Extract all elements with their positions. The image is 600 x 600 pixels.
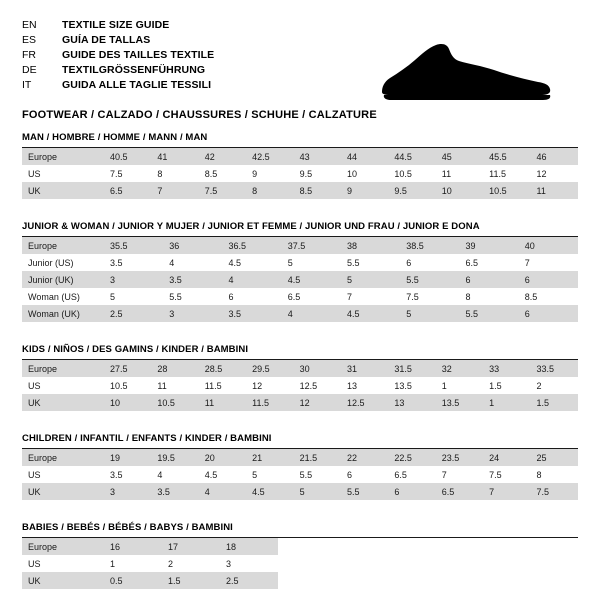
row-label: Woman (UK) <box>22 305 104 322</box>
cell: 7 <box>483 483 530 500</box>
spacer-cell <box>278 555 578 572</box>
cell: 5.5 <box>460 305 519 322</box>
cell: 25 <box>531 449 578 466</box>
cell: 7.5 <box>406 291 419 302</box>
cell: 11.5 <box>246 394 293 411</box>
language-code: IT <box>22 79 32 91</box>
table-row <box>22 555 578 572</box>
cell: 2 <box>168 558 174 569</box>
cell: 21 <box>246 449 293 466</box>
cell: 3.5 <box>163 271 222 288</box>
cell: 3 <box>163 305 222 322</box>
row-label: Junior (UK) <box>22 271 104 288</box>
cell: 9 <box>341 182 388 199</box>
cell: 5 <box>294 483 341 500</box>
cell: 5.5 <box>299 469 313 480</box>
table-row <box>22 165 578 182</box>
cell: 9.5 <box>299 168 313 179</box>
cell: 35.5 <box>104 237 163 254</box>
cell: 10.5 <box>151 394 198 411</box>
cell: 30 <box>294 360 341 377</box>
cell: 21.5 <box>294 449 341 466</box>
cell: 7 <box>524 257 530 268</box>
row-label: US <box>28 168 41 179</box>
row-label: US <box>28 469 41 480</box>
cell: 42 <box>199 148 246 165</box>
cell: 6.5 <box>287 291 301 302</box>
block-title: KIDS / NIÑOS / DES GAMINS / KINDER / BAMBINI <box>22 344 578 360</box>
size-block-babies <box>22 522 578 589</box>
cell: 36 <box>163 237 222 254</box>
language-code: FR <box>22 49 36 61</box>
row-label: UK <box>22 572 104 589</box>
cell: 6 <box>228 291 234 302</box>
row-label: Europe <box>22 148 104 165</box>
cell: 4.5 <box>228 257 242 268</box>
language-title: TEXTILGRÖSSENFÜHRUNG <box>62 64 206 76</box>
block-title: JUNIOR & WOMAN / JUNIOR Y MUJER / JUNIOR ET FEMME / JUNIOR UND FRAU / JUNIOR E DONA <box>22 221 578 237</box>
cell: 32 <box>436 360 483 377</box>
table-row <box>22 377 578 394</box>
cell: 3.5 <box>223 305 282 322</box>
cell: 31 <box>341 360 388 377</box>
cell: 6 <box>519 271 578 288</box>
cell: 6.5 <box>394 469 407 480</box>
cell: 6.5 <box>104 182 151 199</box>
cell: 45 <box>436 148 483 165</box>
cell: 6.5 <box>465 257 479 268</box>
language-title: GUIDA ALLE TAGLIE TESSILI <box>62 79 212 91</box>
cell: 5 <box>341 271 400 288</box>
cell: 4 <box>282 305 341 322</box>
cell: 33 <box>483 360 530 377</box>
cell: 7.5 <box>199 182 246 199</box>
cell: 13 <box>388 394 435 411</box>
cell: 22 <box>341 449 388 466</box>
dress-shoe-icon <box>374 32 554 106</box>
cell: 28.5 <box>199 360 246 377</box>
cell: 8 <box>157 168 163 179</box>
cell: 10 <box>436 182 483 199</box>
row-label: Europe <box>22 237 104 254</box>
language-code: EN <box>22 19 37 31</box>
cell: 11 <box>531 182 578 199</box>
cell: 9 <box>252 168 258 179</box>
cell: 3.5 <box>151 483 198 500</box>
table-row <box>22 148 578 165</box>
cell: 22.5 <box>388 449 435 466</box>
cell: 6 <box>460 271 519 288</box>
cell: 1.5 <box>531 394 578 411</box>
cell: 46 <box>531 148 578 165</box>
block-title: MAN / HOMBRE / HOMME / MANN / MAN <box>22 132 578 148</box>
cell: 11 <box>441 168 452 179</box>
cell: 7 <box>347 291 353 302</box>
table-row <box>22 483 578 500</box>
cell: 41 <box>151 148 198 165</box>
language-row <box>22 63 214 78</box>
size-table-man <box>22 148 578 199</box>
language-title-body <box>22 18 214 93</box>
cell: 0.5 <box>104 572 162 589</box>
size-table-junior-woman <box>22 237 578 322</box>
language-code: ES <box>22 34 37 46</box>
cell: 8.5 <box>204 168 218 179</box>
cell: 23.5 <box>436 449 483 466</box>
cell: 1 <box>110 558 116 569</box>
cell: 27.5 <box>104 360 151 377</box>
cell: 7.5 <box>489 469 502 480</box>
cell: 4.5 <box>246 483 293 500</box>
cell: 28 <box>151 360 198 377</box>
size-table-babies <box>22 538 578 589</box>
spacer-cell <box>278 538 578 555</box>
table-row <box>22 394 578 411</box>
cell: 7.5 <box>531 483 578 500</box>
cell: 8 <box>465 291 471 302</box>
block-title: CHILDREN / INFANTIL / ENFANTS / KINDER / BAMBINI <box>22 433 578 449</box>
language-title: GUÍA DE TALLAS <box>62 34 151 46</box>
cell: 6 <box>388 483 435 500</box>
cell: 12 <box>252 380 263 391</box>
language-row <box>22 18 214 33</box>
language-row <box>22 48 214 63</box>
row-label: Europe <box>22 360 104 377</box>
size-table-children <box>22 449 578 500</box>
size-block-kids <box>22 344 578 411</box>
cell: 5.5 <box>341 483 388 500</box>
cell: 44 <box>341 148 388 165</box>
row-label: Europe <box>22 449 104 466</box>
table-row <box>22 360 578 377</box>
cell: 1.5 <box>162 572 220 589</box>
cell: 24 <box>483 449 530 466</box>
language-code: DE <box>22 64 37 76</box>
cell: 39 <box>460 237 519 254</box>
cell: 3 <box>104 483 151 500</box>
cell: 2 <box>536 380 542 391</box>
cell: 20 <box>199 449 246 466</box>
cell: 1 <box>483 394 530 411</box>
cell: 12.5 <box>299 380 318 391</box>
cell: 7 <box>441 469 447 480</box>
row-label: Woman (US) <box>28 291 80 302</box>
cell: 38 <box>341 237 400 254</box>
cell: 5.5 <box>169 291 182 302</box>
cell: 11.5 <box>204 380 222 391</box>
row-label: US <box>28 380 41 391</box>
language-row <box>22 33 214 48</box>
size-block-junior-woman <box>22 221 578 322</box>
cell: 36.5 <box>223 237 282 254</box>
cell: 8.5 <box>294 182 341 199</box>
cell: 4 <box>223 271 282 288</box>
cell: 8 <box>536 469 542 480</box>
cell: 3.5 <box>110 469 123 480</box>
table-row <box>22 305 578 322</box>
size-table-kids <box>22 360 578 411</box>
row-label: Junior (US) <box>28 257 74 268</box>
cell: 37.5 <box>282 237 341 254</box>
cell: 11.5 <box>489 168 506 179</box>
row-label: US <box>28 558 41 569</box>
cell: 13.5 <box>436 394 483 411</box>
cell: 33.5 <box>531 360 578 377</box>
cell: 40 <box>519 237 578 254</box>
language-title-list <box>22 18 214 93</box>
cell: 11 <box>199 394 246 411</box>
table-row <box>22 271 578 288</box>
cell: 45.5 <box>483 148 530 165</box>
cell: 8.5 <box>524 291 538 302</box>
cell: 7.5 <box>110 168 123 179</box>
cell: 3 <box>104 271 163 288</box>
table-row <box>22 466 578 483</box>
cell: 6 <box>406 257 412 268</box>
table-row <box>22 538 578 555</box>
cell: 42.5 <box>246 148 293 165</box>
cell: 5 <box>252 469 258 480</box>
cell: 10 <box>104 394 151 411</box>
table-row <box>22 288 578 305</box>
cell: 13 <box>346 380 357 391</box>
cell: 10.5 <box>110 380 128 391</box>
cell: 6 <box>346 469 352 480</box>
cell: 17 <box>162 538 220 555</box>
row-label: UK <box>22 394 104 411</box>
cell: 2.5 <box>104 305 163 322</box>
cell: 4.5 <box>282 271 341 288</box>
cell: 9.5 <box>388 182 435 199</box>
cell: 18 <box>220 538 278 555</box>
cell: 4 <box>199 483 246 500</box>
size-block-man <box>22 132 578 199</box>
block-title: BABIES / BEBÉS / BÉBÉS / BABYS / BAMBINI <box>22 522 578 538</box>
row-label: Europe <box>22 538 104 555</box>
cell: 12.5 <box>341 394 388 411</box>
cell: 1 <box>441 380 447 391</box>
cell: 10.5 <box>483 182 530 199</box>
cell: 10.5 <box>394 168 412 179</box>
category-title: FOOTWEAR / CALZADO / CHAUSSURES / SCHUHE / CALZATURE <box>22 109 377 121</box>
cell: 1.5 <box>489 380 502 391</box>
cell: 5 <box>400 305 459 322</box>
cell: 3 <box>226 558 232 569</box>
cell: 40.5 <box>104 148 151 165</box>
table-row <box>22 182 578 199</box>
cell: 44.5 <box>388 148 435 165</box>
cell: 38.5 <box>400 237 459 254</box>
cell: 19.5 <box>151 449 198 466</box>
cell: 6.5 <box>436 483 483 500</box>
table-row <box>22 237 578 254</box>
cell: 19 <box>104 449 151 466</box>
cell: 10 <box>346 168 357 179</box>
cell: 5.5 <box>347 257 360 268</box>
cell: 43 <box>294 148 341 165</box>
page-header <box>22 18 578 121</box>
language-title: GUIDE DES TAILLES TEXTILE <box>62 49 215 61</box>
cell: 2.5 <box>220 572 278 589</box>
cell: 4.5 <box>204 469 218 480</box>
spacer-cell <box>278 572 578 589</box>
language-title: TEXTILE SIZE GUIDE <box>62 19 170 31</box>
cell: 8 <box>246 182 293 199</box>
cell: 12 <box>294 394 341 411</box>
cell: 3.5 <box>110 257 123 268</box>
cell: 6 <box>519 305 578 322</box>
row-label: UK <box>22 483 104 500</box>
table-row <box>22 449 578 466</box>
cell: 7 <box>151 182 198 199</box>
cell: 5.5 <box>400 271 459 288</box>
cell: 4 <box>157 469 163 480</box>
language-row <box>22 78 214 93</box>
cell: 31.5 <box>388 360 435 377</box>
size-block-children <box>22 433 578 500</box>
row-label: UK <box>22 182 104 199</box>
cell: 4.5 <box>341 305 400 322</box>
cell: 16 <box>104 538 162 555</box>
cell: 5 <box>287 257 293 268</box>
cell: 29.5 <box>246 360 293 377</box>
cell: 13.5 <box>394 380 412 391</box>
cell: 12 <box>536 168 547 179</box>
cell: 4 <box>169 257 175 268</box>
table-row <box>22 572 578 589</box>
table-row <box>22 254 578 271</box>
cell: 5 <box>110 291 116 302</box>
cell: 11 <box>157 380 167 391</box>
